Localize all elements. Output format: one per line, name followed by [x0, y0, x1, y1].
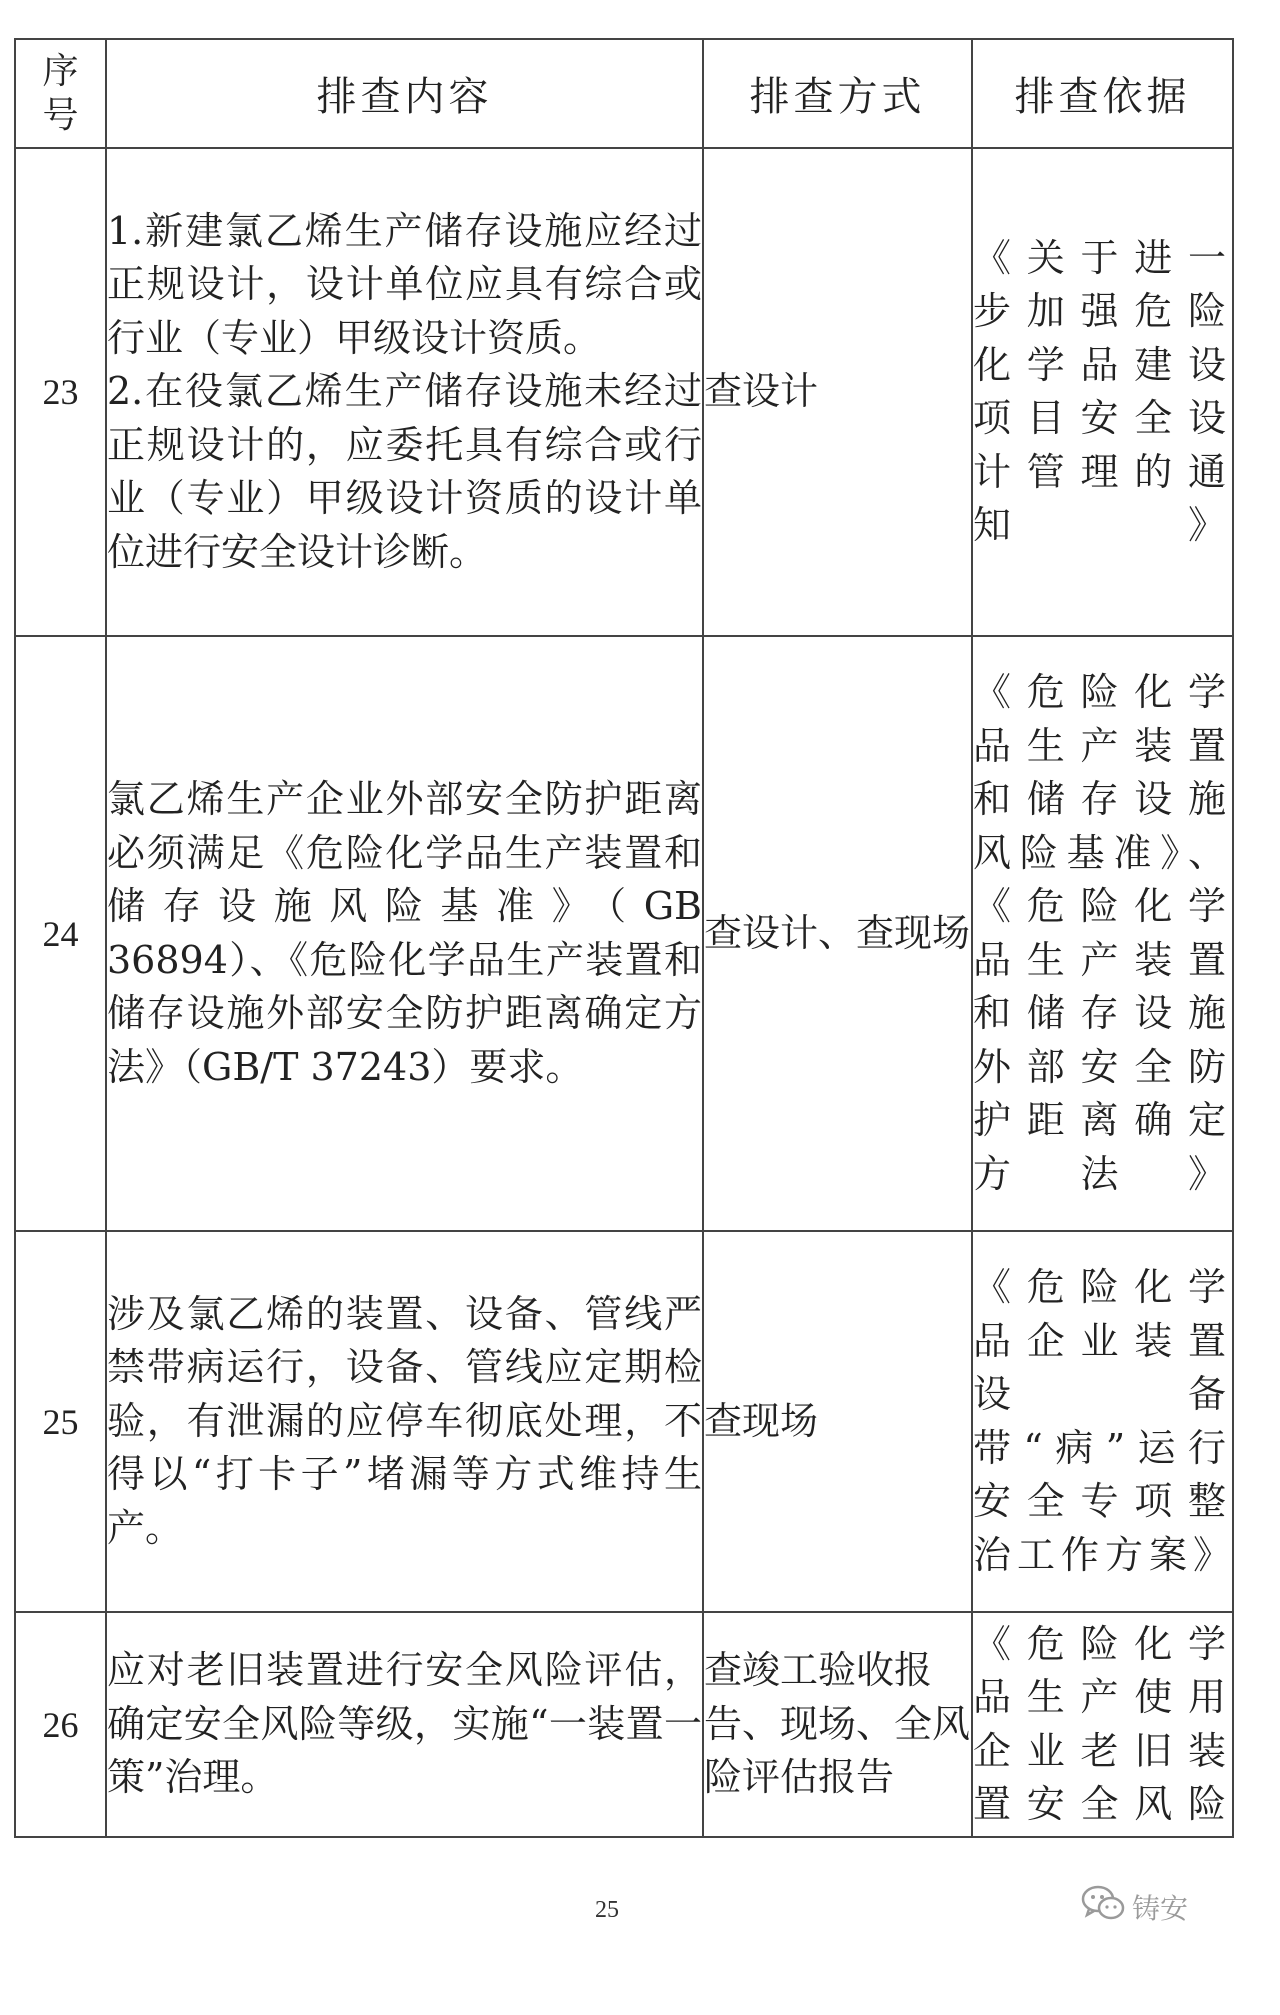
table-row — [15, 636, 1233, 1231]
watermark-text: 铸安 — [1132, 1891, 1189, 1925]
content-paragraph: 氯乙烯生产企业外部安全防护距离必须满足《危险化学品生产装置和储存设施风险基准》（GB 36894）、《危险化学品生产装置和储存设施外部安全防护距离确定方法》（GB/T 37243）要求。 — [107, 777, 702, 1089]
row-basis: 《危险化学品生产装置和储存设施风险基准》、《危险化学品生产装置和储存设施外部安全防护距离确定方法》 — [972, 636, 1233, 1231]
row-number: 26 — [15, 1612, 106, 1837]
header-method: 排查方式 — [703, 39, 972, 148]
row-content — [106, 1231, 703, 1612]
wechat-icon — [1080, 1883, 1126, 1930]
row-method: 查设计、查现场 — [703, 636, 972, 1231]
row-method: 查现场 — [703, 1231, 972, 1612]
row-number: 25 — [15, 1231, 106, 1612]
row-content — [106, 636, 703, 1231]
row-content — [106, 148, 703, 636]
watermark — [1080, 1883, 1188, 1930]
table-row — [15, 1231, 1233, 1612]
row-method: 查设计 — [703, 148, 972, 636]
row-number: 24 — [15, 636, 106, 1231]
header-content: 排查内容 — [106, 39, 703, 148]
row-basis: 《危险化学品生产使用企业老旧装置安全风险 — [972, 1612, 1233, 1837]
row-number: 23 — [15, 148, 106, 636]
row-basis: 《危险化学品企业装置设备带“病”运行安全专项整治工作方案》 — [972, 1231, 1233, 1612]
table-header-row — [15, 39, 1233, 148]
header-seq: 序号 — [15, 39, 106, 148]
row-method: 查竣工验收报告、现场、全风险评估报告 — [703, 1612, 972, 1837]
content-paragraph: 涉及氯乙烯的装置、设备、管线严禁带病运行，设备、管线应定期检验，有泄漏的应停车彻底处理，不得以“打卡子”堵漏等方式维持生产。 — [107, 1291, 702, 1550]
page-number: 25 — [595, 1897, 619, 1923]
inspection-table — [14, 38, 1238, 1838]
table-row — [15, 148, 1233, 636]
content-paragraph: 2.在役氯乙烯生产储存设施未经过正规设计的，应委托具有综合或行业（专业）甲级设计资质的设计单位进行安全设计诊断。 — [107, 369, 702, 574]
row-basis: 《关于进一步加强危险化学品建设项目安全设计管理的通知》 — [972, 148, 1233, 636]
content-paragraph: 1.新建氯乙烯生产储存设施应经过正规设计，设计单位应具有综合或行业（专业）甲级设计资质。 — [107, 208, 702, 360]
row-content — [106, 1612, 703, 1837]
table-row — [15, 1612, 1233, 1837]
content-paragraph: 应对老旧装置进行安全风险评估，确定安全风险等级，实施“一装置一策”治理。 — [107, 1648, 702, 1800]
header-basis: 排查依据 — [972, 39, 1233, 148]
